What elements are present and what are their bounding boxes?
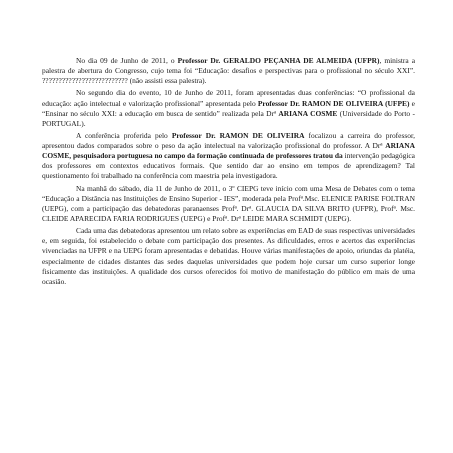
text-run: intervenção pedagógica dos professores em contextos educativos formais. Que sentido dar ao ensino em tempos de aprendizagem? Tal questionamento foi trabalhado na conferência com maestria pela investigadora. [42, 151, 415, 181]
paragraph-2 [42, 88, 415, 128]
text-run: No dia 09 de Junho de 2011, o [76, 56, 178, 65]
text-run: focalizou a carreira do professor, apresentou dados comparados sobre o peso da ação intelectual na valorização profissional do professor. A Drª [42, 131, 415, 151]
paragraph-4 [42, 184, 415, 224]
text-run: Cada uma das debatedoras apresentou um relato sobre as experiências em EAD de suas respectivas universidades e, em seguida, foi estabelecido o debate com participação dos presentes. As dificuldades, erros e acertos das experiências vivenciadas na UFPR e na UEPG foram apresentadas e debatidas. Houve várias manifestações de apoio, oriundas da platéia, especialmente de cidades distantes das sedes daquelas universidades que podem hoje cursar um curso superior longe fisicamente das instituições. A qualidade dos cursos oferecidos foi motivo de manifestação do público em mais de uma ocasião. [42, 226, 415, 286]
bold-text-run: Professor Dr. RAMON DE OLIVEIRA (UFPE) [257, 98, 410, 108]
text-run: No segundo dia do evento, 10 de Junho de 2011, foram apresentadas duas conferências: “O profissional da educação: ação intelectual e valorização profissional” apresentada pelo [42, 88, 415, 108]
text-run: (Universidade do Porto - PORTUGAL). [42, 108, 415, 128]
paragraph-3 [42, 131, 415, 181]
text-run: , ministra a palestra de abertura do Congresso, cujo tema foi “Educação: desafios e perspectivas para o profissional no século XXI”. ?????????????????????????? (não assisti essa palestra). [42, 56, 415, 86]
bold-text-run: ARIANA COSME, pesquisadora portuguesa no campo da formação continuada de professores tratou da [42, 141, 415, 161]
text-run: e “Ensinar no século XXI: a educação em busca de sentido” realizada pela Drª [42, 98, 415, 118]
text-run: Na manhã do sábado, dia 11 de Junho de 2011, o 3º CIEPG teve início com uma Mesa de Debates com o tema “Educação a Distância nas Instituições de Ensino Superior - IES”, moderada pela Profª.Msc. ELENICE PARISE FOLTRAN (UEPG), com a participação das debatedoras paranaenses Profª. Drª. GLAUCIA DA SILVA BRITO (UFPR), Profª. Msc. CLEIDE APARECIDA FARIA RODRIGUES (UEPG) e Profª. Drª LEIDE MARA SCHMIDT (UEPG). [42, 183, 415, 223]
paragraph-5 [42, 226, 415, 287]
paragraph-1 [42, 56, 415, 86]
bold-text-run: Professor Dr. RAMON DE OLIVEIRA [171, 131, 305, 141]
bold-text-run: Professor Dr. GERALDO PEÇANHA DE ALMEIDA (UFPR) [177, 56, 380, 65]
text-run: A conferência proferida pelo [76, 131, 172, 141]
bold-text-run: ARIANA COSME [278, 108, 338, 118]
